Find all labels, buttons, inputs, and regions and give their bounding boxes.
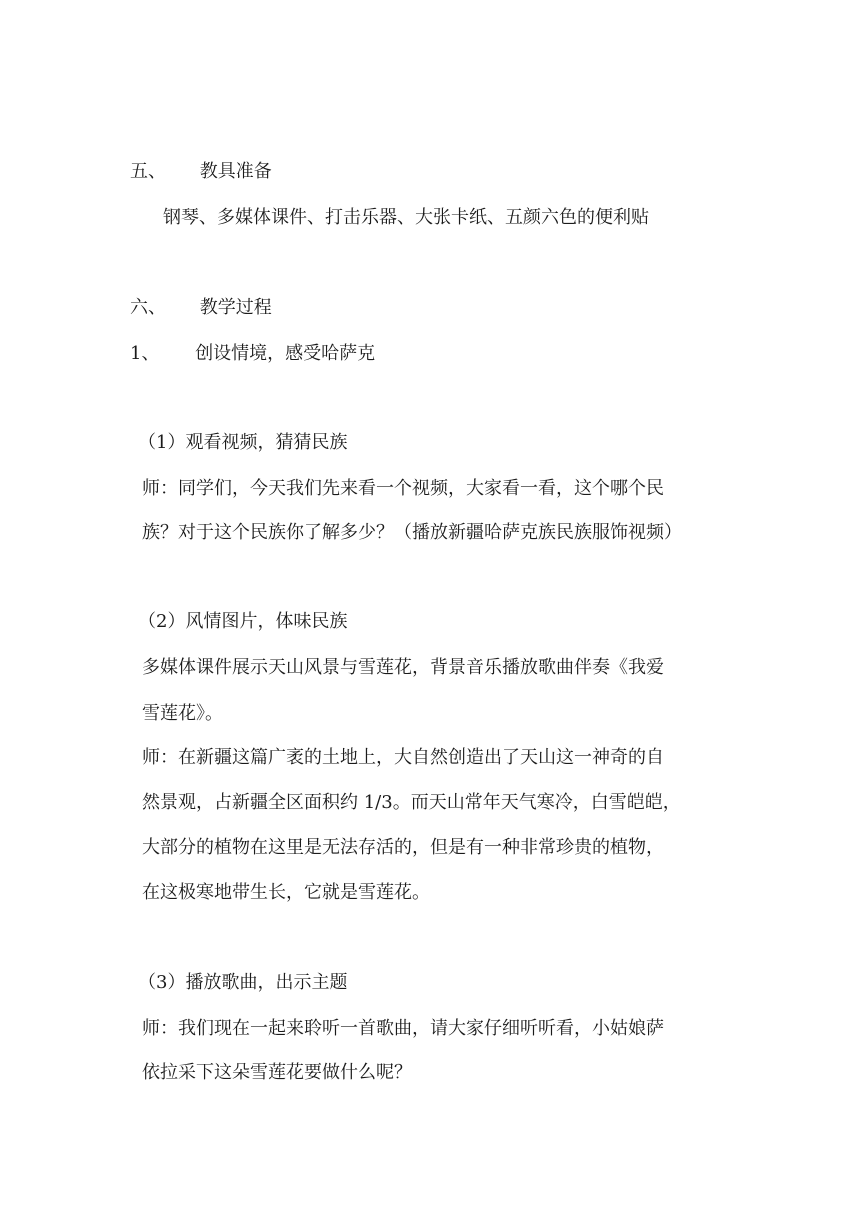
part-1-line-1: 师：同学们，今天我们先来看一个视频，大家看一看，这个哪个民 [142,478,664,499]
teaching-aids-content: 钢琴、多媒体课件、打击乐器、大张卡纸、五颜六色的便利贴 [163,207,649,228]
section-5-heading [130,161,272,183]
part-2-line-5: 大部分的植物在这里是无法存活的，但是有一种非常珍贵的植物， [142,837,664,858]
part-1-heading: （1）观看视频，猜猜民族 [138,432,348,453]
part-3-line-1: 师：我们现在一起来聆听一首歌曲，请大家仔细听听看，小姑娘萨 [142,1018,664,1039]
section-5-title: 教具准备 [199,161,272,182]
step-1-title: 创设情境，感受哈萨克 [195,343,376,364]
part-2-heading: （2）风情图片，体味民族 [138,611,348,632]
part-2-line-6: 在这极寒地带生长，它就是雪莲花。 [142,882,430,903]
step-1-number: 1、 [130,343,160,364]
part-1-line-2: 族？对于这个民族你了解多少？（播放新疆哈萨克族民族服饰视频） [142,522,682,543]
part-3-heading: （3）播放歌曲，出示主题 [138,972,348,993]
section-6-heading [130,297,272,319]
section-6-number: 六、 [130,297,166,318]
part-3-line-2: 依拉采下这朵雪莲花要做什么呢？ [142,1062,412,1083]
part-2-line-3: 师：在新疆这篇广袤的土地上，大自然创造出了天山这一神奇的自 [142,747,664,768]
section-6-title: 教学过程 [199,297,272,318]
section-5-number: 五、 [130,161,166,182]
part-2-line-4: 然景观，占新疆全区面积约 1/3。而天山常年天气寒冷，白雪皑皑， [142,792,681,813]
part-2-line-2: 雪莲花》。 [142,703,223,724]
part-2-line-1: 多媒体课件展示天山风景与雪莲花，背景音乐播放歌曲伴奏《我爱 [142,657,664,678]
step-1-heading [130,343,375,365]
